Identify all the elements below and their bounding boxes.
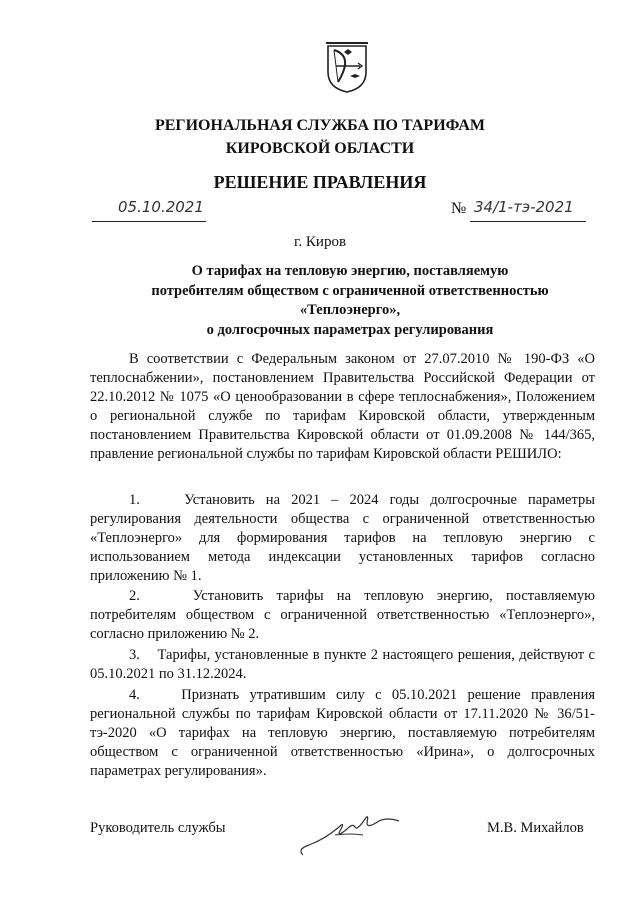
- document-date: 05.10.2021: [118, 198, 204, 216]
- subject-line: О тарифах на тепловую энергию, поставляемую: [191, 263, 509, 279]
- city: г. Киров: [293, 234, 347, 250]
- coat-of-arms-icon: [324, 38, 370, 94]
- decision-item-1: 1. Установить на 2021 – 2024 годы долгосрочные параметры регулирования деятельности общества с ограниченной ответственностью «Теплоэнерго» для формирования тарифов на тепловую энергию с использованием метода индексации установленных тарифов согласно приложению № 1.: [90, 492, 595, 584]
- signer-role: Руководитель службы: [90, 820, 226, 836]
- document-subject: [130, 262, 570, 340]
- organization-name-line2: КИРОВСКОЙ ОБЛАСТИ: [225, 140, 415, 157]
- signature-icon: [295, 805, 405, 863]
- decision-item-3: 3. Тарифы, установленные в пункте 2 настоящего решения, действуют с 05.10.2021 по 31.12.2024.: [90, 647, 595, 682]
- document-title: РЕШЕНИЕ ПРАВЛЕНИЯ: [213, 172, 427, 192]
- number-sign: №: [451, 200, 467, 217]
- subject-line: «Теплоэнерго»,: [299, 302, 401, 318]
- organization-name-line1: РЕГИОНАЛЬНАЯ СЛУЖБА ПО ТАРИФАМ: [154, 117, 486, 134]
- decision-item-4: 4. Признать утратившим силу с 05.10.2021 решение правления региональной службы по тарифам Кировской области от 17.11.2020 № 36/51-тэ-2020 «О тарифах на тепловую энергию, поставляемую потребителям обществом с ограниченной ответственностью «Ирина», о долгосрочных параметрах регулирования».: [90, 687, 595, 779]
- decision-item-2: 2. Установить тарифы на тепловую энергию, поставляемую потребителям обществом с ограниченной ответственностью «Теплоэнерго», согласно приложению № 2.: [90, 588, 595, 642]
- preamble-paragraph: В соответствии с Федеральным законом от 27.07.2010 № 190-ФЗ «О теплоснабжении», постановлением Правительства Российской Федерации от 22.10.2012 № 1075 «О ценообразовании в сфере теплоснабжения», Положением о региональной службе по тарифам Кировской области, утвержденным постановлением Правительства Кировской области от 01.09.2008 № 144/365, правление региональной службы по тарифам Кировской области РЕШИЛО:: [90, 351, 595, 462]
- signer-name: М.В. Михайлов: [487, 820, 584, 836]
- document-number: 34/1-тэ-2021: [474, 198, 574, 216]
- subject-line: о долгосрочных параметрах регулирования: [206, 321, 494, 338]
- subject-line: потребителям обществом с ограниченной ответственностью: [151, 282, 549, 299]
